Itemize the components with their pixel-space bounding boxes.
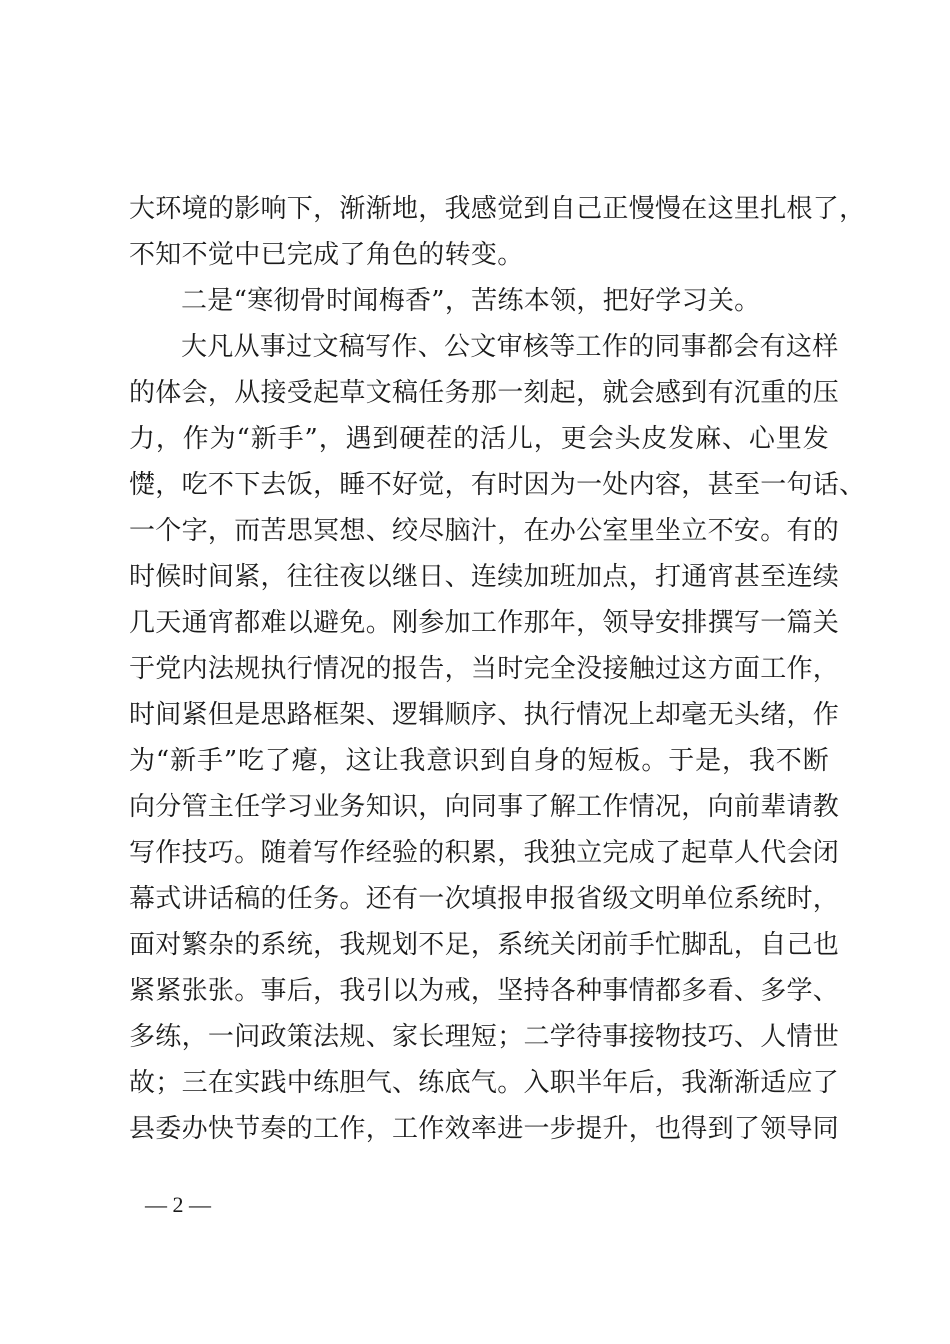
text-line: 的体会，从接受起草文稿任务那一刻起，就会感到有沉重的压 bbox=[129, 378, 840, 408]
text-line: 写作技巧。随着写作经验的积累，我独立完成了起草人代会闭 bbox=[129, 838, 840, 868]
text-line: 多练，一问政策法规、家长理短；二学待事接物技巧、人情世 bbox=[129, 1022, 840, 1052]
page-number: — 2 — bbox=[145, 1192, 211, 1217]
text-line: 不知不觉中已完成了角色的转变。 bbox=[129, 240, 524, 270]
text-line: 时候时间紧，往往夜以继日、连续加班加点，打通宵甚至连续 bbox=[129, 562, 840, 592]
text-line: 紧紧张张。事后，我引以为戒，坚持各种事情都多看、多学、 bbox=[129, 976, 840, 1006]
text-line: 向分管主任学习业务知识，向同事了解工作情况，向前辈请教 bbox=[129, 792, 840, 822]
text-line: 憷，吃不下去饭，睡不好觉，有时因为一处内容，甚至一句话、 bbox=[129, 470, 866, 500]
section-heading: 二是“寒彻骨时闻梅香”，苦练本领，把好学习关。 bbox=[181, 286, 761, 316]
text-line: 面对繁杂的系统，我规划不足，系统关闭前手忙脚乱，自己也 bbox=[129, 930, 840, 960]
document-body bbox=[129, 186, 866, 1152]
text-line: 大环境的影响下，渐渐地，我感觉到自己正慢慢在这里扎根了， bbox=[129, 194, 866, 224]
text-line: 一个字，而苦思冥想、绞尽脑汁，在办公室里坐立不安。有的 bbox=[129, 516, 840, 546]
text-line: 幕式讲话稿的任务。还有一次填报申报省级文明单位系统时， bbox=[129, 884, 840, 914]
text-line: 时间紧但是思路框架、逻辑顺序、执行情况上却毫无头绪，作 bbox=[129, 700, 840, 730]
text-line: 大凡从事过文稿写作、公文审核等工作的同事都会有这样 bbox=[181, 332, 839, 362]
text-line: 几天通宵都难以避免。刚参加工作那年，领导安排撰写一篇关 bbox=[129, 608, 840, 638]
text-line: 故；三在实践中练胆气、练底气。入职半年后，我渐渐适应了 bbox=[129, 1068, 840, 1098]
text-line: 力，作为“新手”，遇到硬茬的活儿，更会头皮发麻、心里发 bbox=[129, 424, 829, 454]
text-line: 县委办快节奏的工作，工作效率进一步提升，也得到了领导同 bbox=[129, 1114, 840, 1144]
text-line: 于党内法规执行情况的报告，当时完全没接触过这方面工作， bbox=[129, 654, 840, 684]
text-line: 为“新手”吃了瘪，这让我意识到自身的短板。于是，我不断 bbox=[129, 746, 829, 776]
